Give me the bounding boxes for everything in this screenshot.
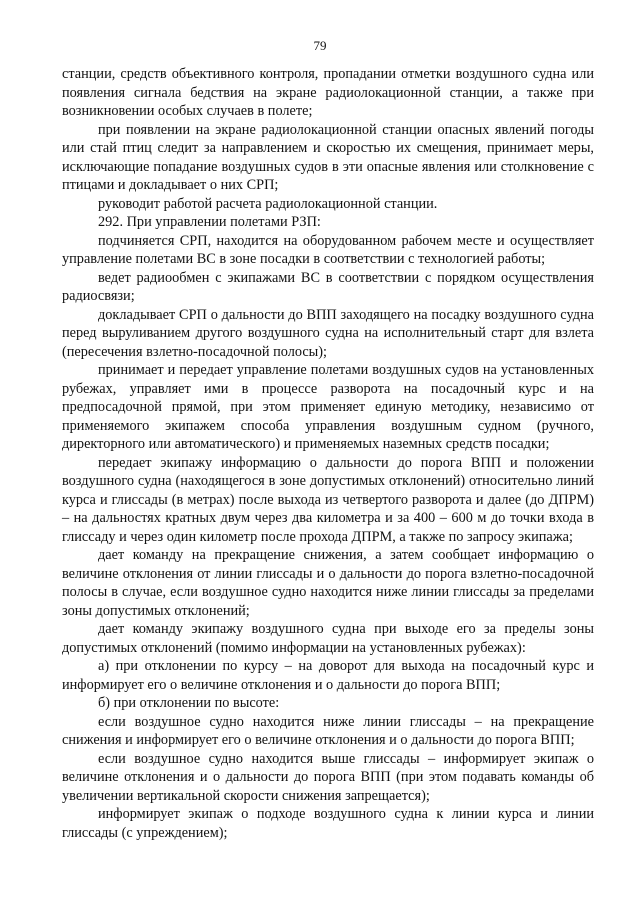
paragraph: информирует экипаж о подходе воздушного судна к линии курса и линии глиссады (с упреждением); <box>62 806 594 841</box>
paragraph: при появлении на экране радиолокационной станции опасных явлений погоды или стай птиц следит за направлением и скоростью их смещения, принимает меры, исключающие попадание воздушных судов в эти опасные явления или столкновение с птицами и докладывает о них СРП; <box>62 121 594 193</box>
page-number: 79 <box>313 38 327 53</box>
paragraph: принимает и передает управление полетами воздушных судов на установленных рубежах, управляет ими в процессе разворота на посадочный курс и на предпосадочной прямой, при этом применяет единую методику, независимо от применяемого экипажем способа управления воздушным судном (ручного, директорного или автоматического) и применяемых наземных средств посадки; <box>62 362 594 452</box>
paragraph: дает команду экипажу воздушного судна при выходе его за пределы зоны допустимых отклонений (помимо информации на установленных рубежах): <box>62 621 594 656</box>
paragraph: руководит работой расчета радиолокационной станции. <box>98 195 438 212</box>
paragraph: ведет радиообмен с экипажами ВС в соответствии с порядком осуществления радиосвязи; <box>62 269 594 304</box>
page-body <box>62 65 594 842</box>
paragraph: станции, средств объективного контроля, пропадании отметки воздушного судна или появления сигнала бедствия на экране радиолокационной станции, а также при возникновении особых случаев в полете; <box>62 66 594 119</box>
paragraph: если воздушное судно находится выше глиссады – информирует экипаж о величине отклонения и о дальности до порога ВПП (при этом подавать команды об увеличении вертикальной скорости снижения запрещается); <box>62 750 594 804</box>
paragraph: если воздушное судно находится ниже линии глиссады – на прекращение снижения и информирует его о величине отклонения и о дальности до порога ВПП; <box>62 713 594 748</box>
paragraph: а) при отклонении по курсу – на доворот для выхода на посадочный курс и информирует его о величине отклонения и о дальности до порога ВПП; <box>62 658 594 693</box>
paragraph: подчиняется СРП, находится на оборудованном рабочем месте и осуществляет управление полетами ВС в зоне посадки в соответствии с технологией работы; <box>62 232 594 267</box>
section-heading: 292. При управлении полетами РЗП: <box>98 214 321 230</box>
paragraph: дает команду на прекращение снижения, а затем сообщает информацию о величине отклонения от линии глиссады и о дальности до порога взлетно-посадочной полосы в случае, если воздушное судно находится ниже линии глиссады за пределами зоны допустимых отклонений; <box>62 547 594 619</box>
paragraph: передает экипажу информацию о дальности до порога ВПП и положении воздушного судна (находящегося в зоне допустимых отклонений) относительно линий курса и глиссады (в метрах) после выхода из четвертого разворота и далее (до ДПРМ) – на дальностях кратных двум через два километра и за 400 – 600 м до точки входа в глиссаду и через один километр после прохода ДПРМ, а также по запросу экипажа; <box>62 454 594 545</box>
paragraph: б) при отклонении по высоте: <box>98 695 280 711</box>
paragraph: докладывает СРП о дальности до ВПП заходящего на посадку воздушного судна перед выруливанием другого воздушного судна на исполнительный старт для взлета (пересечения взлетно-посадочной полосы); <box>62 306 594 360</box>
